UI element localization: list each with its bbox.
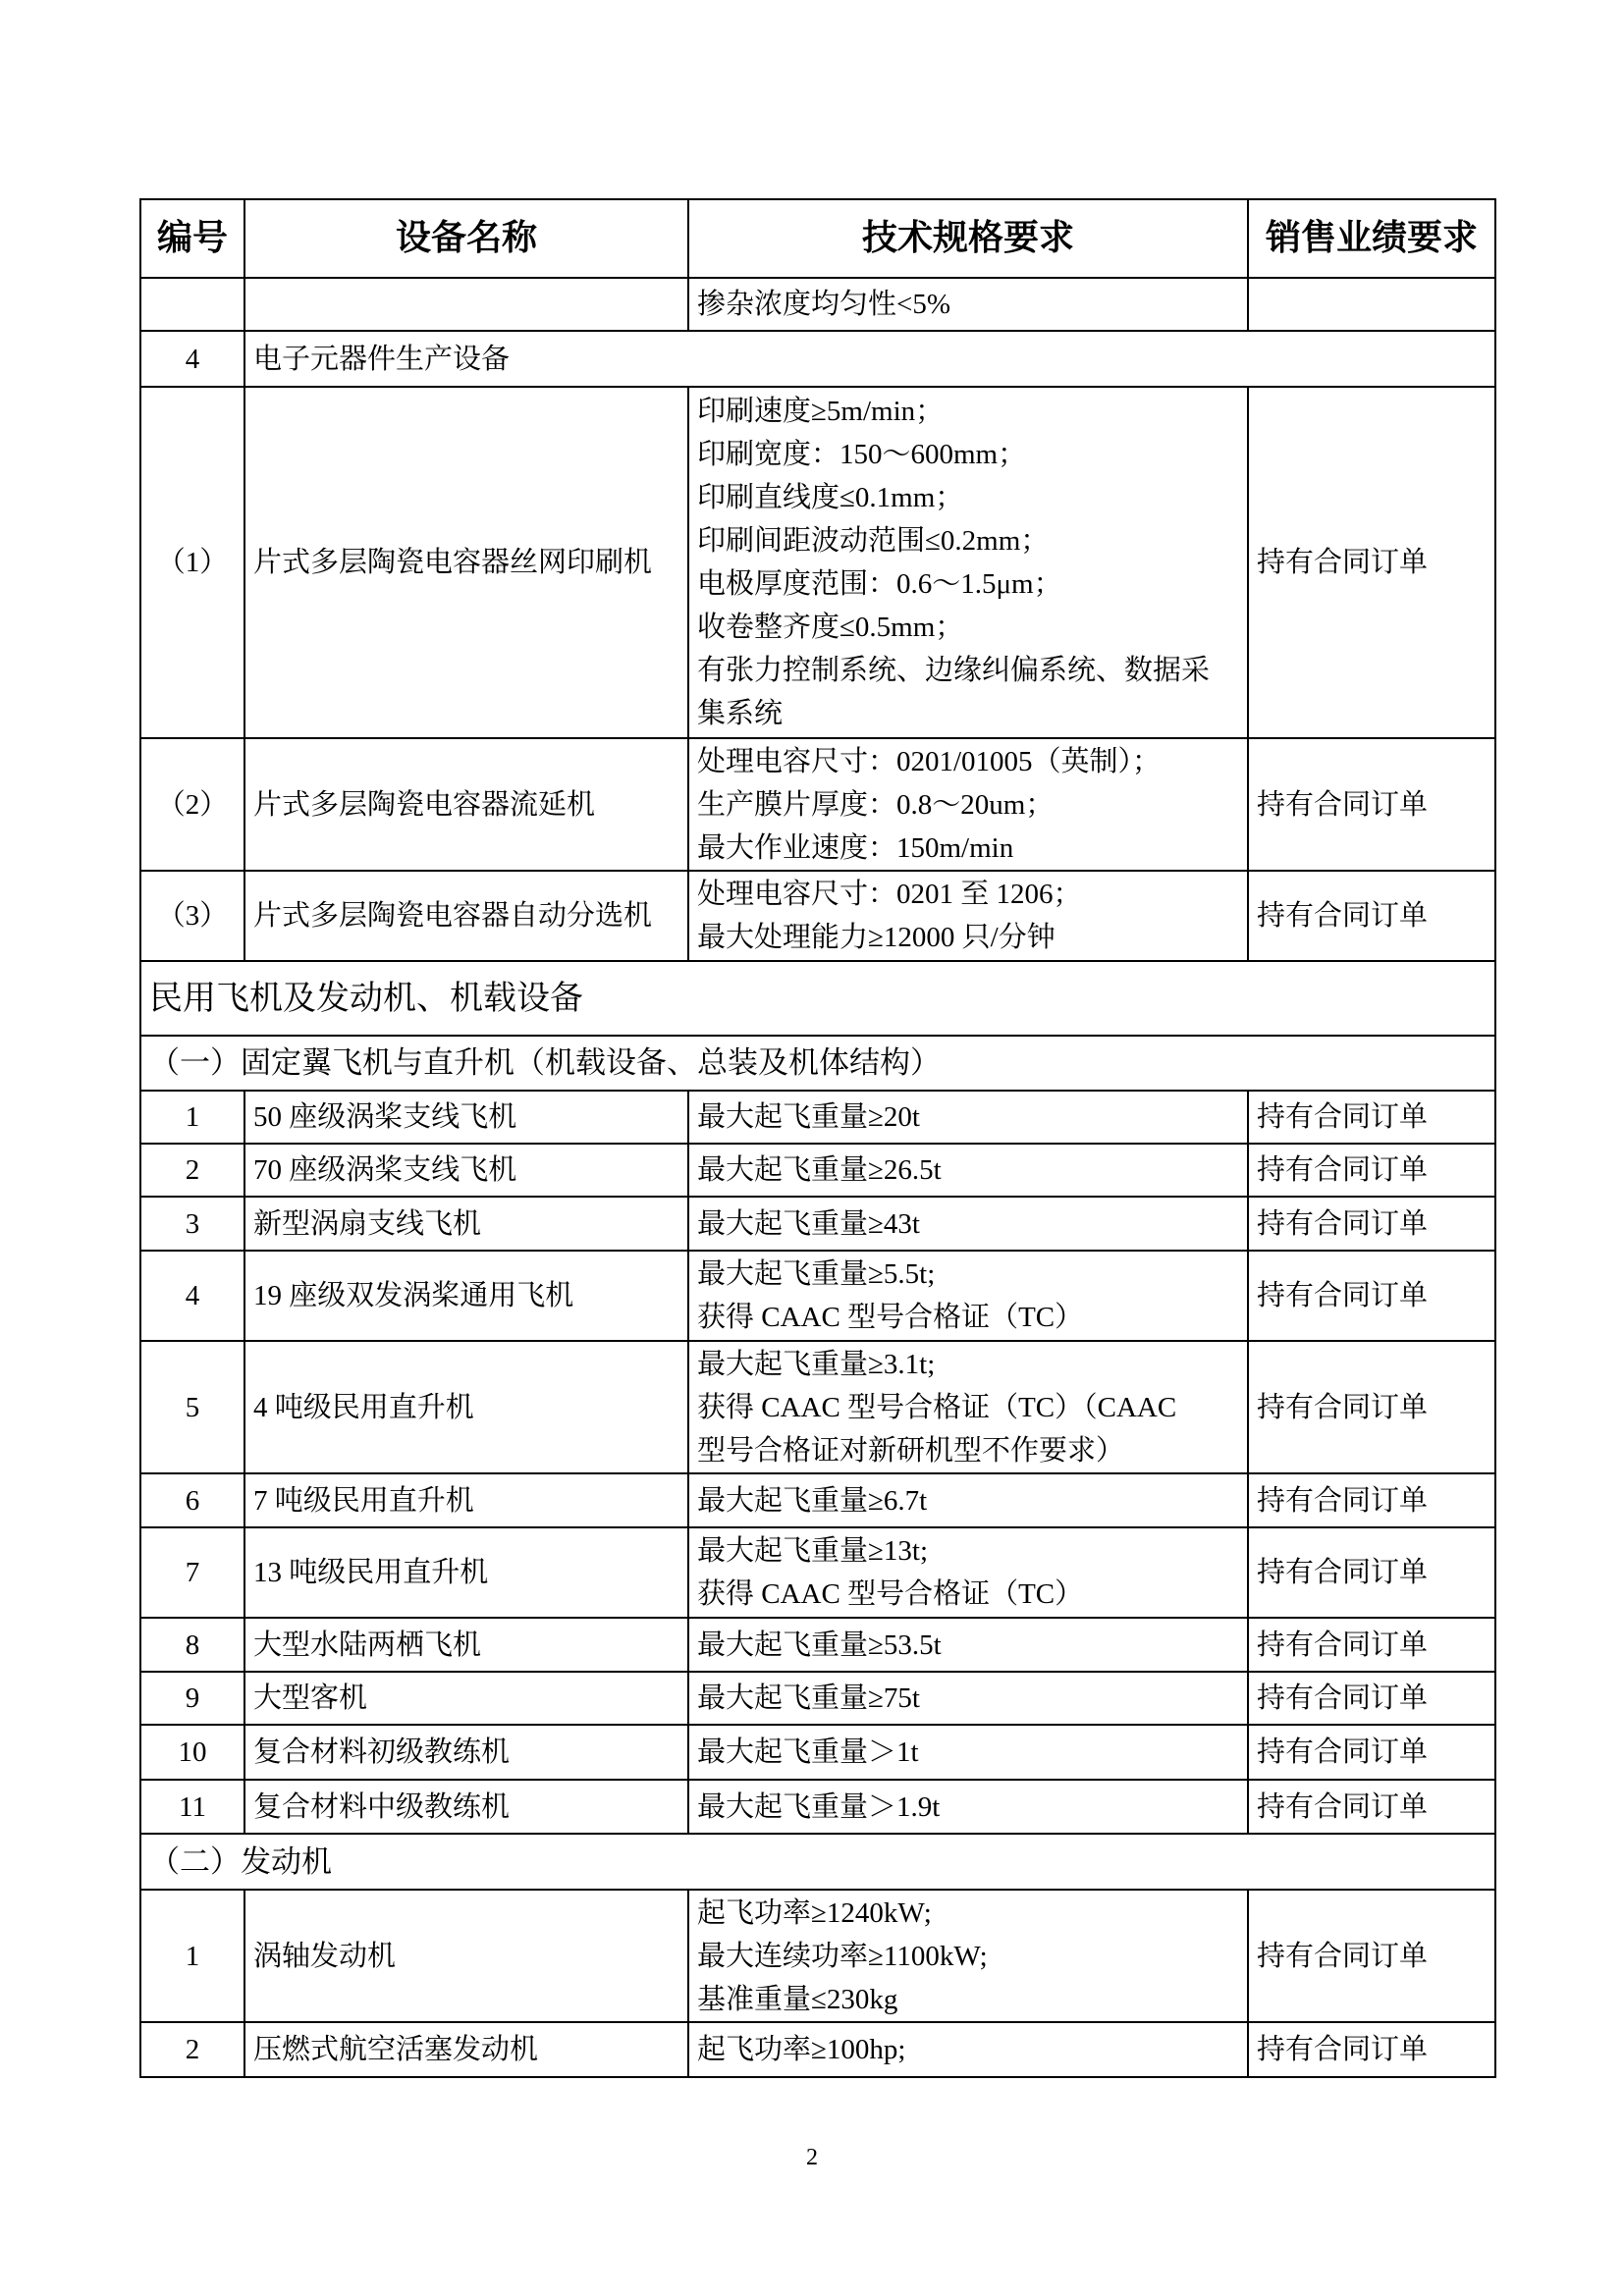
spec-line: 最大作业速度：150m/min	[697, 831, 1014, 864]
row-number: 5	[140, 1341, 244, 1473]
row-number: 8	[140, 1618, 244, 1672]
row-number: 1	[140, 1091, 244, 1144]
section-row	[140, 961, 1495, 1036]
sales-requirement: 持有合同订单	[1248, 1890, 1495, 2022]
spec-line: 印刷直线度≤0.1mm；	[697, 482, 964, 513]
spec-cell	[688, 1091, 1248, 1144]
spec-line: 最大处理能力≥12000 只/分钟	[697, 922, 1056, 953]
row-number: （3）	[140, 871, 244, 961]
equipment-name: 70 座级涡桨支线飞机	[244, 1144, 688, 1197]
spec-cell	[688, 1725, 1248, 1780]
header-spec: 技术规格要求	[688, 199, 1248, 278]
row-number: 10	[140, 1725, 244, 1780]
equipment-name: 涡轴发动机	[244, 1890, 688, 2022]
spec-line: 印刷速度≥5m/min；	[697, 396, 945, 427]
table-row	[140, 1144, 1495, 1197]
row-number: 4	[140, 1251, 244, 1341]
spec-line: 处理电容尺寸：0201 至 1206；	[697, 879, 1082, 910]
equipment-name: 压燃式航空活塞发动机	[244, 2022, 688, 2077]
table-row	[140, 1618, 1495, 1672]
row-number: 11	[140, 1780, 244, 1834]
equipment-name: 大型水陆两栖飞机	[244, 1618, 688, 1672]
sales-requirement: 持有合同订单	[1248, 1341, 1495, 1473]
group-row	[140, 331, 1495, 387]
row-number: 1	[140, 1890, 244, 2022]
equipment-name: 片式多层陶瓷电容器流延机	[244, 738, 688, 871]
row-number	[140, 278, 244, 331]
spec-cell	[688, 1618, 1248, 1672]
row-number: 7	[140, 1527, 244, 1618]
row-number: 2	[140, 2022, 244, 2077]
table-row	[140, 1473, 1495, 1527]
header-sales: 销售业绩要求	[1248, 199, 1495, 278]
spec-line: 最大连续功率≥1100kW;	[697, 1940, 988, 1972]
sales-requirement: 持有合同订单	[1248, 387, 1495, 738]
table-row	[140, 738, 1495, 871]
spec-cell	[688, 1341, 1248, 1473]
sales-requirement: 持有合同订单	[1248, 1618, 1495, 1672]
spec-line: 最大起飞重量≥75t	[697, 1682, 920, 1714]
spec-line: 生产膜片厚度：0.8～20um；	[697, 788, 1055, 821]
spec-cell	[688, 1251, 1248, 1341]
subsection-row	[140, 1036, 1495, 1091]
row-number: 4	[140, 331, 244, 387]
table-row	[140, 1890, 1495, 2022]
equipment-name: 4 吨级民用直升机	[244, 1341, 688, 1473]
spec-line: 起飞功率≥1240kW;	[697, 1896, 932, 1929]
sales-requirement: 持有合同订单	[1248, 1780, 1495, 1834]
spec-line: 获得 CAAC 型号合格证（TC）（CAAC	[697, 1391, 1177, 1423]
spec-line: 最大起飞重量≥13t;	[697, 1535, 929, 1567]
spec-line: 印刷宽度：150～600mm；	[697, 439, 1027, 470]
spec-line: 最大起飞重量≥3.1t;	[697, 1348, 936, 1380]
group-title: 电子元器件生产设备	[244, 331, 1495, 387]
table-row	[140, 1527, 1495, 1618]
sales-requirement: 持有合同订单	[1248, 1725, 1495, 1780]
spec-line: 最大起飞重量≥5.5t;	[697, 1258, 936, 1290]
spec-cell	[688, 871, 1248, 961]
spec-line: 掺杂浓度均匀性<5%	[697, 289, 951, 320]
page-number: 2	[806, 2145, 818, 2170]
table-row	[140, 1341, 1495, 1473]
sales-requirement	[1248, 278, 1495, 331]
subsection-row	[140, 1834, 1495, 1890]
spec-line: 获得 CAAC 型号合格证（TC）	[697, 1302, 1084, 1333]
table-row	[140, 1251, 1495, 1341]
spec-cell	[688, 1197, 1248, 1251]
section-title: 民用飞机及发动机、机载设备	[140, 961, 1495, 1036]
equipment-name: 50 座级涡桨支线飞机	[244, 1091, 688, 1144]
spec-line: 最大起飞重量≥20t	[697, 1101, 920, 1133]
spec-line: 电极厚度范围：0.6～1.5μm；	[697, 568, 1062, 600]
sales-requirement: 持有合同订单	[1248, 1473, 1495, 1527]
sales-requirement: 持有合同订单	[1248, 1091, 1495, 1144]
table-row	[140, 1672, 1495, 1725]
row-number: 3	[140, 1197, 244, 1251]
row-number: （2）	[140, 738, 244, 871]
table-row	[140, 1725, 1495, 1780]
sales-requirement: 持有合同订单	[1248, 738, 1495, 871]
sales-requirement: 持有合同订单	[1248, 1251, 1495, 1341]
spec-line: 获得 CAAC 型号合格证（TC）	[697, 1578, 1084, 1610]
spec-cell	[688, 1473, 1248, 1527]
equipment-name: 片式多层陶瓷电容器丝网印刷机	[244, 387, 688, 738]
spec-line: 有张力控制系统、边缘纠偏系统、数据采	[697, 655, 1211, 686]
spec-cell	[688, 1890, 1248, 2022]
spec-cell	[688, 1527, 1248, 1618]
spec-cell	[688, 1780, 1248, 1834]
row-number: （1）	[140, 387, 244, 738]
table-row	[140, 1780, 1495, 1834]
spec-line: 处理电容尺寸：0201/01005（英制）；	[697, 745, 1162, 777]
equipment-name: 复合材料初级教练机	[244, 1725, 688, 1780]
equipment-name: 7 吨级民用直升机	[244, 1473, 688, 1527]
spec-cell	[688, 1144, 1248, 1197]
spec-line: 基准重量≤230kg	[697, 1983, 898, 2015]
sales-requirement: 持有合同订单	[1248, 1672, 1495, 1725]
row-number: 6	[140, 1473, 244, 1527]
sales-requirement: 持有合同订单	[1248, 1197, 1495, 1251]
spec-line: 最大起飞重量≥43t	[697, 1207, 920, 1240]
spec-line: 印刷间距波动范围≤0.2mm；	[697, 525, 1050, 557]
spec-cell	[688, 387, 1248, 738]
equipment-name: 复合材料中级教练机	[244, 1780, 688, 1834]
equipment-name	[244, 278, 688, 331]
sales-requirement: 持有合同订单	[1248, 2022, 1495, 2077]
spec-line: 集系统	[697, 698, 784, 729]
table-row	[140, 871, 1495, 961]
table-row	[140, 1197, 1495, 1251]
spec-line: 最大起飞重量＞1t	[697, 1736, 919, 1768]
table-row	[140, 278, 1495, 331]
equipment-name: 片式多层陶瓷电容器自动分选机	[244, 871, 688, 961]
table-row	[140, 2022, 1495, 2077]
spec-line: 最大起飞重量≥53.5t	[697, 1629, 942, 1661]
spec-line: 起飞功率≥100hp;	[697, 2034, 906, 2065]
spec-cell	[688, 1672, 1248, 1725]
header-no: 编号	[140, 199, 244, 278]
sales-requirement: 持有合同订单	[1248, 871, 1495, 961]
row-number: 2	[140, 1144, 244, 1197]
row-number: 9	[140, 1672, 244, 1725]
spec-cell	[688, 2022, 1248, 2077]
sales-requirement: 持有合同订单	[1248, 1144, 1495, 1197]
spec-line: 收卷整齐度≤0.5mm；	[697, 612, 964, 643]
subsection-title: （一）固定翼飞机与直升机（机载设备、总装及机体结构）	[140, 1036, 1495, 1091]
table-row	[140, 1091, 1495, 1144]
equipment-name: 19 座级双发涡桨通用飞机	[244, 1251, 688, 1341]
equipment-name: 大型客机	[244, 1672, 688, 1725]
spec-line: 最大起飞重量≥26.5t	[697, 1154, 942, 1186]
table-header-row	[140, 199, 1495, 278]
spec-line: 最大起飞重量≥6.7t	[697, 1484, 928, 1517]
spec-line: 最大起飞重量＞1.9t	[697, 1790, 941, 1823]
sales-requirement: 持有合同订单	[1248, 1527, 1495, 1618]
table-row	[140, 387, 1495, 738]
equipment-table	[139, 198, 1496, 2078]
spec-cell	[688, 278, 1248, 331]
header-name: 设备名称	[244, 199, 688, 278]
spec-cell	[688, 738, 1248, 871]
equipment-name: 新型涡扇支线飞机	[244, 1197, 688, 1251]
equipment-name: 13 吨级民用直升机	[244, 1527, 688, 1618]
spec-line: 型号合格证对新研机型不作要求）	[697, 1434, 1125, 1467]
subsection-title: （二）发动机	[140, 1834, 1495, 1890]
